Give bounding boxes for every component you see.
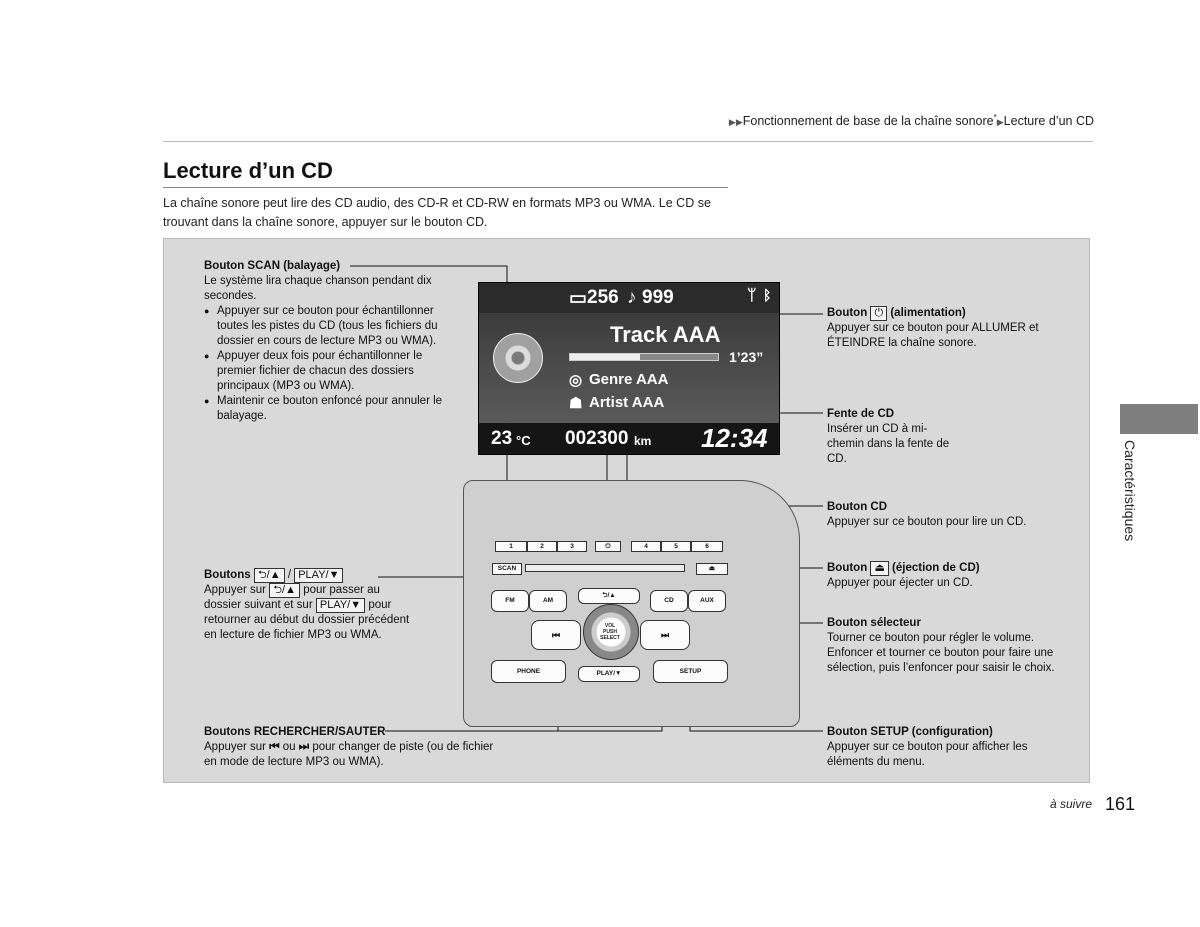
label-folder-buttons [204,568,414,643]
page-title: Lecture d’un CD [163,158,333,183]
label-eject-pre: Bouton [827,562,868,574]
screen-elapsed-time: 1’23” [729,349,764,365]
label-sel-title: Bouton sélecteur [827,617,921,629]
label-seek [204,725,504,770]
label-cd-desc: Appuyer sur ce bouton pour lire un CD. [827,516,1027,528]
knob-label-push: PUSH [603,629,617,635]
artist-icon: ☗ [569,395,583,412]
label-seek-title: Boutons RECHERCHER/SAUTER [204,726,386,738]
label-cd [827,500,1077,530]
folder-up-icon: ⮌/▲ [269,583,300,598]
preset-2-button[interactable]: 2 [527,541,557,552]
label-seek-d1: Appuyer sur [204,741,267,753]
audio-screen [478,282,780,455]
label-scan-bullet-1: ● Appuyer sur ce bouton pour échantillonner toutes les pistes du CD (tous les fichiers du dossier en cours de lecture MP3 ou WMA). [216,304,449,349]
folder-icon: ▭ [569,288,587,309]
label-setup-desc: Appuyer sur ce bouton pour afficher les éléments du menu. [827,741,1028,768]
label-setup [827,725,1077,770]
power-button[interactable]: ⏻ [595,541,621,552]
label-btns-d3: pour retourner au début du dossier précédent en lecture de fichier MP3 ou WMA. [204,599,410,641]
label-seek-d2: pour changer de piste (ou de fichier en mode de lecture MP3 ou WMA). [204,741,494,768]
label-scan-title: Bouton SCAN (balayage) [204,260,341,272]
play-down-button[interactable]: PLAY/▼ [578,666,640,682]
power-icon: ⏻ [870,306,887,321]
selector-knob-label [583,623,637,641]
setup-button[interactable]: SETUP [653,660,728,683]
page-number: 161 [1105,794,1136,814]
usb-icon: ᛘ [747,287,757,304]
screen-temperature: 23 [491,428,513,449]
label-seek-or: ou [282,741,296,753]
continued-note: à suivre [1049,797,1092,811]
label-btns-d1: Appuyer sur [204,584,267,596]
preset-5-button[interactable]: 5 [661,541,691,552]
am-button[interactable]: AM [529,590,567,612]
label-scan-desc: Le système lira chaque chanson pendant dix secondes. [204,275,432,302]
chapter-tab-text: Caractéristiques [1122,440,1138,542]
label-scan-bullet-3: ● Maintenir ce bouton enfoncé pour annuler le balayage. [216,394,449,424]
cd-disc-icon [493,333,543,383]
label-selector [827,616,1077,676]
label-eject-title: (éjection de CD) [892,562,980,574]
label-cd-title: Bouton CD [827,501,888,513]
screen-folder-count: 256 [587,287,619,308]
screen-temp-unit: °C [516,433,531,448]
chapter-tab-label [1118,440,1140,560]
eject-icon: ⏏ [870,561,888,576]
folder-up-button[interactable]: ⮌/▲ [578,588,640,604]
screen-clock: 12:34 [701,423,768,453]
track-progress-bar [569,353,719,361]
skip-forward-button[interactable]: ⏭ [640,620,690,650]
screen-odometer: 002300 [565,428,629,449]
label-scan-bullet-2: ● Appuyer deux fois pour échantillonner le premier fichier de chacun des dossiers principaux (MP3 ou WMA). [216,349,449,394]
preset-6-button[interactable]: 6 [691,541,723,552]
label-power [827,306,1077,351]
label-scan [204,259,449,424]
label-slot-desc: Insérer un CD à mi-chemin dans la fente de CD. [827,423,950,465]
play-down-icon: PLAY/▼ [294,568,343,583]
screen-odo-unit: km [634,434,652,448]
track-progress-fill [570,354,640,360]
play-down-icon: PLAY/▼ [316,598,365,613]
label-sel-desc: Tourner ce bouton pour régler le volume. Enfoncer et tourner ce bouton pour faire une sélection, puis l’enfoncer pour saisir le choix. [827,632,1055,674]
screen-genre: Genre AAA [589,371,669,388]
label-slot-title: Fente de CD [827,408,895,420]
label-power-pre: Bouton [827,307,868,319]
breadcrumb-page: Lecture d’un CD [1003,114,1094,129]
breadcrumb-section: Fonctionnement de base de la chaîne sonore [742,114,994,129]
folder-up-icon: ⮌/▲ [254,568,285,583]
eject-button[interactable]: ⏏ [696,563,728,575]
label-eject-desc: Appuyer pour éjecter un CD. [827,577,973,589]
fm-button[interactable]: FM [491,590,529,612]
breadcrumb-marker: * [993,113,997,122]
breadcrumb-arrow-icon: ▶ [996,117,1004,128]
label-power-desc: Appuyer sur ce bouton pour ALLUMER et ÉTEINDRE la chaîne sonore. [827,322,1039,349]
music-note-icon: ♪ [627,287,637,308]
preset-3-button[interactable]: 3 [557,541,587,552]
knob-label-select: SELECT [600,635,620,641]
skip-back-button[interactable]: ⏮ [531,620,581,650]
label-btns-d2: pour passer au dossier suivant et sur [204,584,380,611]
screen-track-count: 999 [642,287,674,308]
label-setup-title: Bouton SETUP (configuration) [827,726,993,738]
label-btns-title: Boutons [204,569,251,581]
label-slot [827,407,1077,467]
chapter-tab [1120,404,1198,434]
label-power-title: (alimentation) [890,307,966,319]
bluetooth-icon: ᛒ [763,287,772,303]
cd-button[interactable]: CD [650,590,688,612]
breadcrumb-arrow-icon: ▶▶ [728,117,743,128]
screen-track-title: Track AAA [610,322,721,347]
cd-slot[interactable] [525,564,685,572]
label-btns-slash: / [287,569,292,581]
screen-artist: Artist AAA [589,394,665,411]
skip-back-icon: ⏮ [269,741,280,753]
knob-label-vol: VOL [604,623,616,629]
intro-text: La chaîne sonore peut lire des CD audio, des CD-R et CD-RW en formats MP3 ou WMA. Le CD se trouvant dans la chaîne sonore, appuyer sur le bouton CD. [163,196,711,229]
preset-1-button[interactable]: 1 [495,541,527,552]
phone-button[interactable]: PHONE [491,660,566,683]
genre-icon: ◎ [569,372,583,389]
scan-button[interactable]: SCAN [492,563,522,575]
label-eject [827,561,1077,591]
preset-4-button[interactable]: 4 [631,541,661,552]
skip-forward-icon: ⏭ [298,741,310,753]
aux-button[interactable]: AUX [688,590,726,612]
